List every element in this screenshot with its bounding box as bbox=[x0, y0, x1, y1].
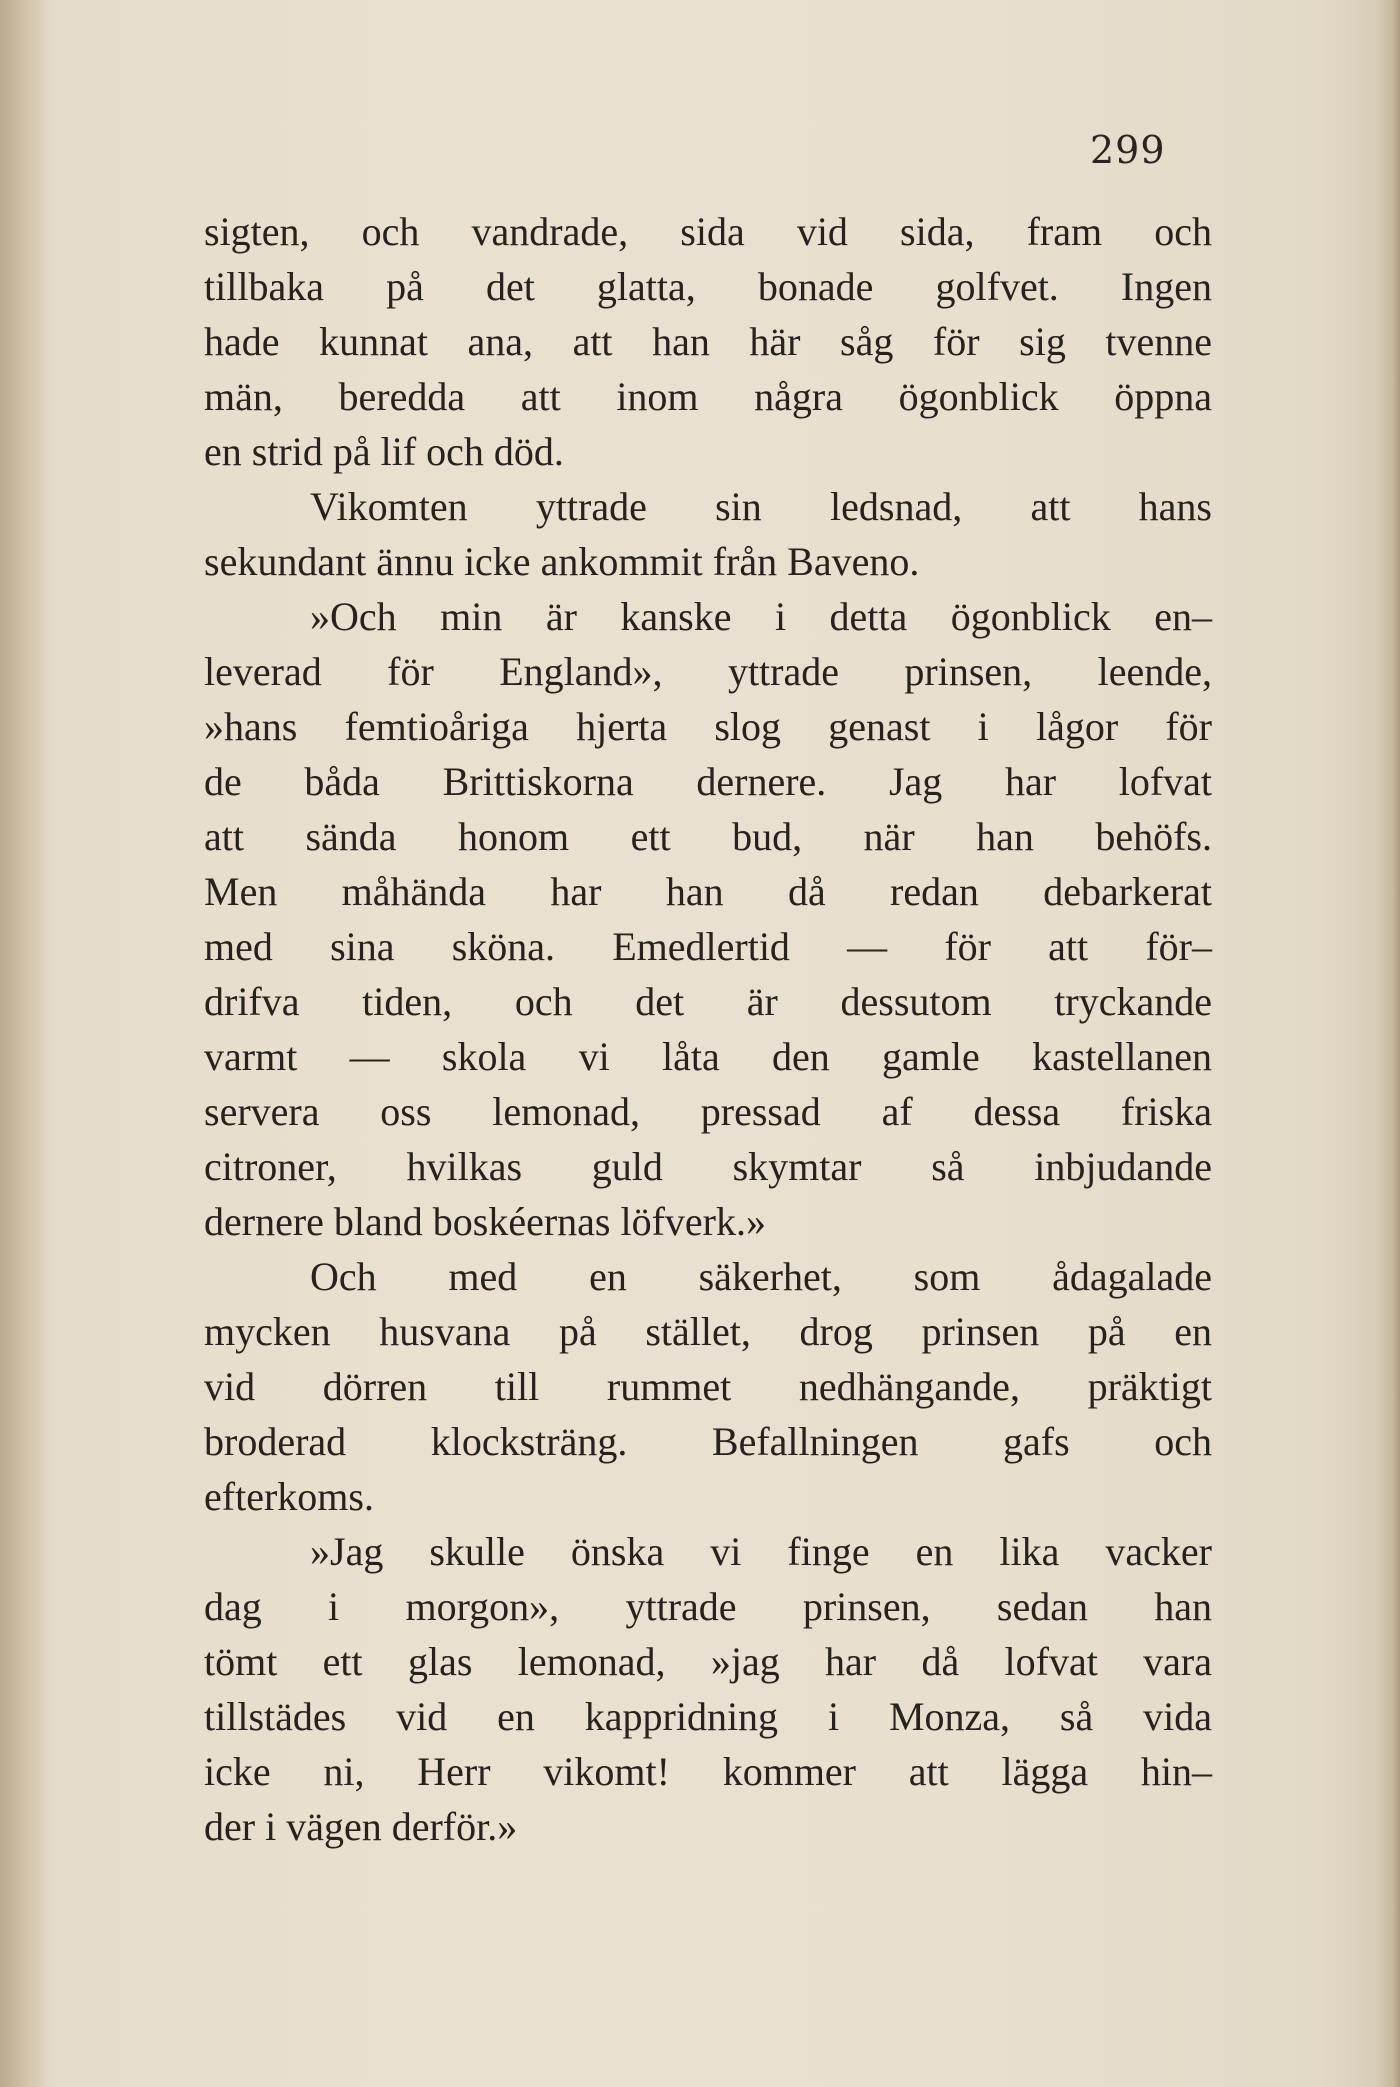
text-line: tillstädes vid en kappridning i Monza, så vida bbox=[204, 1694, 1212, 1739]
text-line: tömt ett glas lemonad, »jag har då lofvat vara bbox=[204, 1639, 1212, 1684]
text-line: »Jag skulle önska vi finge en lika vacker bbox=[310, 1529, 1212, 1574]
text-line: tillbaka på det glatta, bonade golfvet. Ingen bbox=[204, 264, 1212, 309]
page-right-edge bbox=[1376, 0, 1400, 2087]
text-line: med sina sköna. Emedlertid — för att för– bbox=[204, 924, 1212, 969]
text-line: de båda Brittiskorna dernere. Jag har lofvat bbox=[204, 759, 1212, 804]
text-line: Och med en säkerhet, som ådagalade bbox=[310, 1254, 1212, 1299]
body-text bbox=[204, 204, 1212, 1854]
text-line: »Och min är kanske i detta ögonblick en– bbox=[310, 594, 1212, 639]
text-line: varmt — skola vi låta den gamle kastellanen bbox=[204, 1034, 1212, 1079]
text-line: att sända honom ett bud, när han behöfs. bbox=[204, 814, 1212, 859]
text-line: Vikomten yttrade sin ledsnad, att hans bbox=[310, 484, 1212, 529]
text-line: män, beredda att inom några ögonblick öppna bbox=[204, 374, 1212, 419]
text-line: dernere bland boskéernas löfverk.» bbox=[204, 1199, 766, 1244]
text-line: broderad klocksträng. Befallningen gafs och bbox=[204, 1419, 1212, 1464]
text-line: sigten, och vandrade, sida vid sida, fram och bbox=[204, 209, 1212, 254]
page-left-gutter bbox=[0, 0, 50, 2087]
text-line: efterkoms. bbox=[204, 1474, 374, 1519]
text-line: drifva tiden, och det är dessutom tryckande bbox=[204, 979, 1212, 1024]
text-line: citroner, hvilkas guld skymtar så inbjudande bbox=[204, 1144, 1212, 1189]
text-line: Men måhända har han då redan debarkerat bbox=[204, 869, 1212, 914]
text-line: leverad för England», yttrade prinsen, leende, bbox=[204, 649, 1212, 694]
page-number: 299 bbox=[1090, 128, 1166, 172]
text-line: en strid på lif och död. bbox=[204, 429, 564, 474]
text-line: mycken husvana på stället, drog prinsen på en bbox=[204, 1309, 1212, 1354]
text-line: icke ni, Herr vikomt! kommer att lägga hin– bbox=[204, 1749, 1212, 1794]
text-line: hade kunnat ana, att han här såg för sig tvenne bbox=[204, 319, 1212, 364]
text-line: dag i morgon», yttrade prinsen, sedan han bbox=[204, 1584, 1212, 1629]
text-line: vid dörren till rummet nedhängande, präktigt bbox=[204, 1364, 1212, 1409]
text-line: sekundant ännu icke ankommit från Baveno. bbox=[204, 539, 920, 584]
text-line: der i vägen derför.» bbox=[204, 1804, 518, 1849]
text-line: »hans femtioåriga hjerta slog genast i lågor för bbox=[204, 704, 1212, 749]
text-line: servera oss lemonad, pressad af dessa friska bbox=[204, 1089, 1212, 1134]
